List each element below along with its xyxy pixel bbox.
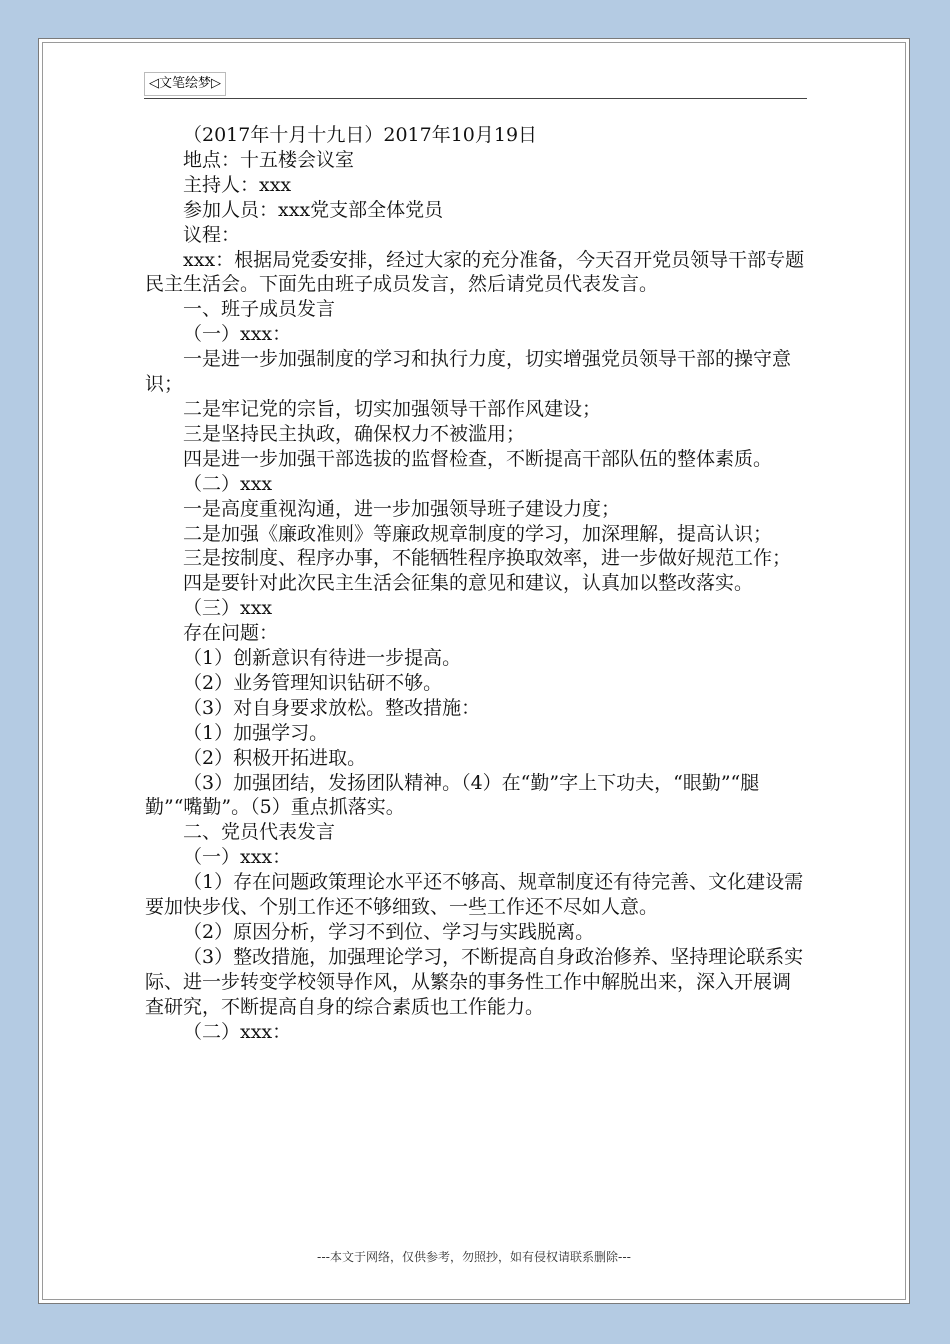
list-item: （3）加强团结，发扬团队精神。（4）在“勤”字上下功夫，“眼勤”“腿勤”“嘴勤”。（5）重点抓落实。	[145, 771, 760, 819]
list-item: （1）加强学习。	[183, 721, 329, 744]
header-logo: ◁文笔绘梦▷	[144, 72, 226, 96]
list-item: （2）积极开拓进取。	[183, 746, 367, 769]
footer-disclaimer: ---本文于网络，仅供参考，勿照抄，如有侵权请联系删除---	[317, 1250, 631, 1264]
speaker-heading: （三）xxx	[183, 597, 273, 620]
list-item: 一是高度重视沟通，进一步加强领导班子建设力度；	[183, 497, 621, 520]
host-line: 主持人：xxx	[183, 173, 292, 196]
speaker-heading: （二）xxx：	[183, 1020, 292, 1043]
section-heading: 二、党员代表发言	[183, 821, 336, 844]
document-body	[145, 123, 807, 1045]
list-item: 二是加强《廉政准则》等廉政规章制度的学习，加深理解，提高认识；	[183, 522, 773, 545]
list-item: （3）对自身要求放松。整改措施：	[183, 696, 481, 719]
speaker-heading: （一）xxx：	[183, 323, 292, 346]
location-line: 地点：十五楼会议室	[183, 148, 355, 171]
section-heading: 一、班子成员发言	[183, 298, 336, 321]
agenda-label: 议程：	[183, 223, 241, 246]
list-item: 二是牢记党的宗旨，切实加强领导干部作风建设；	[183, 397, 602, 420]
list-item: 三是按制度、程序办事，不能牺牲程序换取效率，进一步做好规范工作；	[183, 547, 792, 570]
list-item: 四是要针对此次民主生活会征集的意见和建议，认真加以整改落实。	[183, 572, 754, 595]
list-item: （1）存在问题政策理论水平还不够高、规章制度还有待完善、文化建设需要加快步伐、个别工作还不够细致、一些工作还不尽如人意。	[145, 871, 804, 919]
document-page	[38, 38, 910, 1304]
list-item: （3）整改措施，加强理论学习，不断提高自身政治修养、坚持理论联系实际、进一步转变学校领导作风，从繁杂的事务性工作中解脱出来，深入开展调查研究，不断提高自身的综合素质也工作能力。	[145, 945, 804, 1018]
list-item: 存在问题：	[183, 622, 279, 645]
list-item: 一是进一步加强制度的学习和执行力度，切实增强党员领导干部的操守意识；	[145, 348, 792, 396]
intro-paragraph: xxx：根据局党委安排，经过大家的充分准备，今天召开党员领导干部专题民主生活会。下面先由班子成员发言，然后请党员代表发言。	[145, 248, 805, 296]
list-item: 三是坚持民主执政，确保权力不被滥用；	[183, 422, 526, 445]
list-item: （2）原因分析，学习不到位、学习与实践脱离。	[183, 921, 595, 943]
speaker-heading: （二）xxx	[183, 472, 273, 495]
attendees-line: 参加人员：xxx党支部全体党员	[183, 198, 444, 221]
list-item: （1）创新意识有待进一步提高。	[183, 647, 462, 670]
speaker-heading: （一）xxx：	[183, 846, 292, 869]
date-line: （2017年十月十九日）2017年10月19日	[183, 124, 538, 146]
list-item: 四是进一步加强干部选拔的监督检查，不断提高干部队伍的整体素质。	[183, 447, 773, 470]
list-item: （2）业务管理知识钻研不够。	[183, 671, 443, 694]
header-divider	[144, 98, 807, 99]
